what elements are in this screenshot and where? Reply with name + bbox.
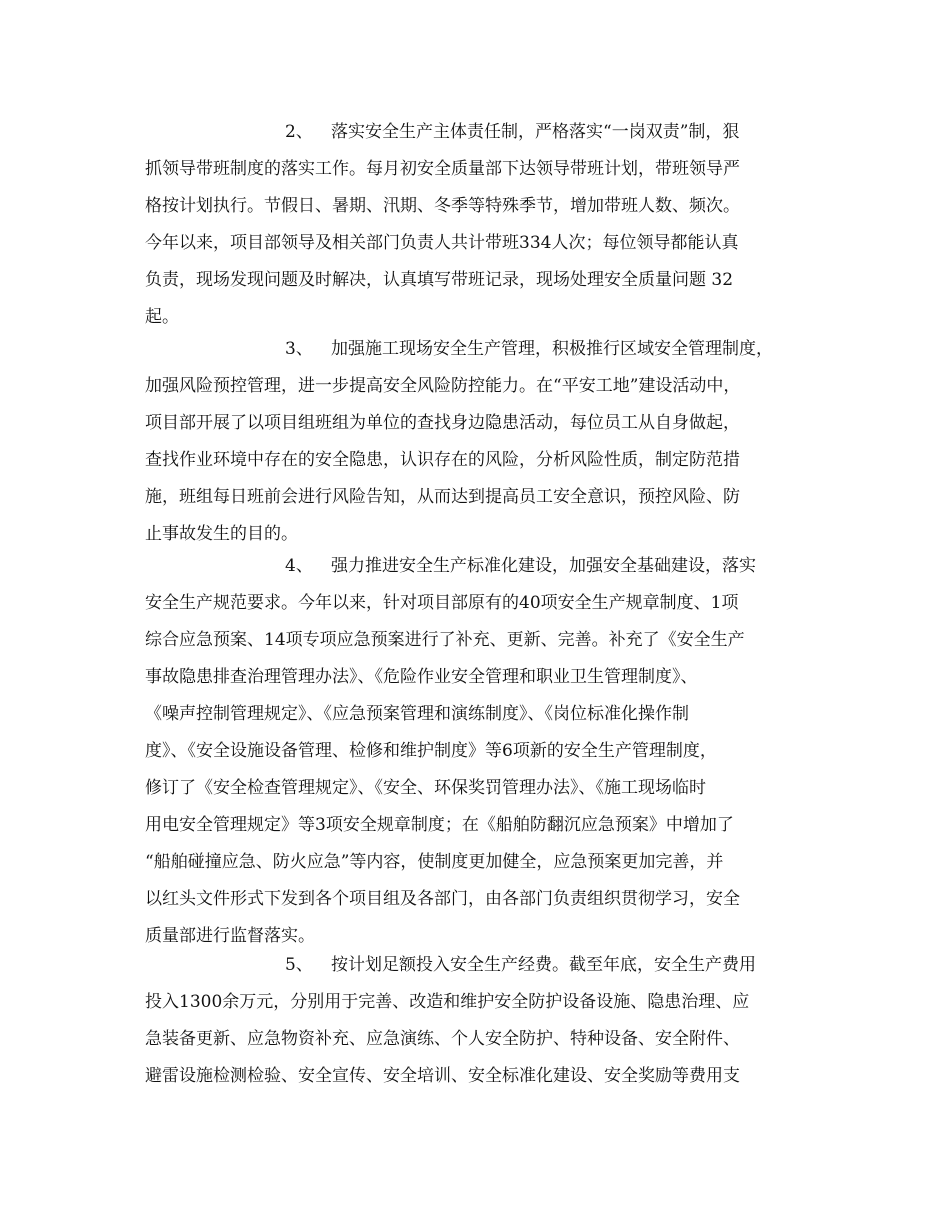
paragraph-line: 施，班组每日班前会进行风险告知，从而达到提高员工安全意识，预控风险、防 bbox=[145, 487, 740, 507]
paragraph-line: 以红头文件形式下发到各个项目组及各部门，由各部门负责组织贯彻学习，安全 bbox=[145, 889, 740, 909]
paragraph-line: 4、 强力推进安全生产标准化建设，加强安全基础建设，落实 bbox=[145, 548, 805, 585]
paragraph-line: 查找作业环境中存在的安全隐患，认识存在的风险，分析风险性质，制定防范措 bbox=[145, 450, 740, 470]
paragraph-number: 2、 bbox=[285, 122, 313, 142]
paragraph-line: 修订了《安全检查管理规定》、《安全、环保奖罚管理办法》、《施工现场临时 bbox=[145, 778, 706, 798]
paragraph-line: 安全生产规范要求。今年以来，针对项目部原有的40项安全生产规章制度、1项 bbox=[145, 593, 739, 613]
paragraph-line: 急装备更新、应急物资补充、应急演练、个人安全防护、特种设备、安全附件、 bbox=[145, 1029, 740, 1049]
paragraph-line: 起。 bbox=[145, 307, 179, 327]
paragraph-number: 5、 bbox=[285, 955, 313, 975]
paragraph-line: 事故隐患排查治理管理办法》、《危险作业安全管理和职业卫生管理制度》、 bbox=[145, 667, 698, 687]
paragraph-line: 今年以来，项目部领导及相关部门负责人共计带班334人次；每位领导都能认真 bbox=[145, 233, 739, 253]
paragraph-line: 抓领导带班制度的落实工作。每月初安全质量部下达领导带班计划，带班领导严 bbox=[145, 159, 740, 179]
paragraph-line: 3、 加强施工现场安全生产管理，积极推行区域安全管理制度， bbox=[145, 331, 805, 368]
paragraph-line: 度》、《安全设施设备管理、检修和维护制度》等6项新的安全生产管理制度， bbox=[145, 741, 717, 761]
paragraph-line: 投入1300余万元，分别用于完善、改造和维护安全防护设备设施、隐患治理、应 bbox=[145, 992, 750, 1012]
paragraph-line: 止事故发生的目的。 bbox=[145, 524, 298, 544]
paragraph-line: 项目部开展了以项目组班组为单位的查找身边隐患活动，每位员工从自身做起， bbox=[145, 413, 740, 433]
paragraph-line: 5、 按计划足额投入安全生产经费。截至年底，安全生产费用 bbox=[145, 947, 805, 984]
paragraph-line: 《噪声控制管理规定》、《应急预案管理和演练制度》、《岗位标准化操作制 bbox=[145, 704, 689, 724]
paragraph-line: 负责，现场发现问题及时解决，认真填写带班记录，现场处理安全质量问题 32 bbox=[145, 270, 734, 290]
paragraph-4 bbox=[145, 548, 805, 955]
paragraph-number: 3、 bbox=[285, 339, 313, 359]
paragraph-line: 2、 落实安全生产主体责任制，严格落实“一岗双责”制，狠 bbox=[145, 114, 805, 151]
paragraph-line: 质量部进行监督落实。 bbox=[145, 926, 315, 946]
paragraph-line: 综合应急预案、14项专项应急预案进行了补充、更新、完善。补充了《安全生产 bbox=[145, 630, 745, 650]
paragraph-5 bbox=[145, 947, 805, 1095]
paragraph-line: 避雷设施检测检验、安全宣传、安全培训、安全标准化建设、安全奖励等费用支 bbox=[145, 1066, 740, 1086]
paragraph-2 bbox=[145, 114, 805, 336]
paragraph-line: 格按计划执行。节假日、暑期、汛期、冬季等特殊季节，增加带班人数、频次。 bbox=[145, 196, 740, 216]
paragraph-line: 加强风险预控管理，进一步提高安全风险防控能力。在“平安工地”建设活动中， bbox=[145, 376, 741, 396]
paragraph-3 bbox=[145, 331, 805, 553]
paragraph-line: 用电安全管理规定》等3项安全规章制度；在《船舶防翻沉应急预案》中增加了 bbox=[145, 815, 734, 835]
paragraph-number: 4、 bbox=[285, 556, 313, 576]
paragraph-line: “船舶碰撞应急、防火应急”等内容，使制度更加健全，应急预案更加完善，并 bbox=[145, 852, 724, 872]
